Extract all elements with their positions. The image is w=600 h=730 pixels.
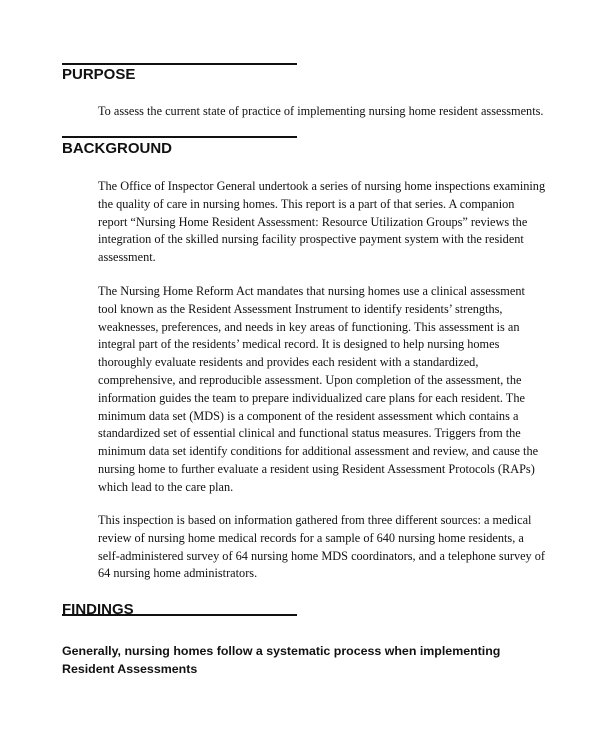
section-rule-background: [62, 136, 297, 138]
text-line: the quality of care in nursing homes. This report is a part of that series. A companion: [98, 196, 515, 211]
text-line: report “Nursing Home Resident Assessment: Resource Utilization Groups” reviews the: [98, 214, 528, 229]
text-line: comprehensive, and reproducible assessment. Upon completion of the assessment, the: [98, 372, 522, 387]
text-line: weaknesses, preferences, and needs in key areas of functioning. This assessment is an: [98, 319, 520, 334]
text-line: This inspection is based on information gathered from three different sources: a medical: [98, 513, 532, 527]
text-line: which lead to the care plan.: [98, 479, 234, 494]
background-paragraph-1: [98, 178, 546, 267]
section-rule-purpose: [62, 63, 297, 65]
text-line: review of nursing home medical records for a sample of 640 nursing home residents, a: [98, 530, 524, 545]
text-line: thoroughly evaluate residents and provides each resident with a standardized,: [98, 355, 479, 370]
text-line: integral part of the residents’ medical record. It is designed to help nursing homes: [98, 337, 500, 352]
text-line: 64 nursing home administrators.: [98, 566, 258, 581]
heading-background: BACKGROUND: [62, 140, 172, 157]
text-line: minimum data set (MDS) is a component of the resident assessment which contains a: [98, 408, 519, 423]
background-paragraph-2: [98, 283, 538, 497]
text-line: Resident Assessments: [62, 662, 198, 676]
section-rule-findings: [62, 614, 297, 616]
text-line: information guides the team to prepare individualized care plans for each resident. The: [98, 390, 525, 405]
findings-lead: [62, 642, 532, 678]
text-line: tool known as the Resident Assessment Instrument to identify residents’ strengths,: [98, 301, 503, 316]
text-line: assessment.: [98, 250, 156, 265]
text-line: nursing home to further evaluate a resident using Resident Assessment Protocols (RAPs): [98, 461, 535, 476]
text-line: The Nursing Home Reform Act mandates that nursing homes use a clinical assessment: [98, 284, 525, 298]
text-line: self-administered survey of 64 nursing home MDS coordinators, and a telephone survey of: [98, 548, 546, 563]
text-line: standardized set of essential clinical and functional status measures. Triggers from the: [98, 426, 521, 441]
text-line: integration of the skilled nursing facility prospective payment system with the resident: [98, 232, 524, 247]
purpose-paragraph: [98, 103, 544, 121]
text-line: minimum data set identify conditions for additional assessment and review, and cause the: [98, 444, 539, 459]
heading-purpose: PURPOSE: [62, 66, 136, 83]
text-line: The Office of Inspector General undertook a series of nursing home inspections examining: [98, 179, 546, 193]
text-line: To assess the current state of practice of implementing nursing home resident assessments.: [98, 104, 544, 118]
text-line: Generally, nursing homes follow a systematic process when implementing: [62, 644, 501, 658]
background-paragraph-3: [98, 512, 546, 583]
heading-findings: FINDINGS: [62, 601, 134, 618]
